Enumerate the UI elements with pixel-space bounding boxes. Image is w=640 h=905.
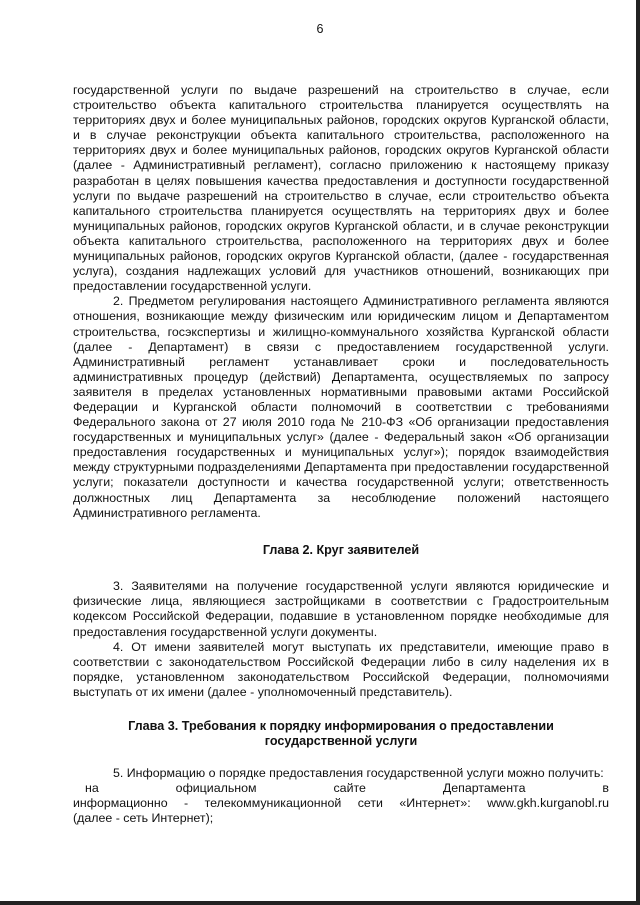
- paragraph-3: 3. Заявителями на получение государственной услуги являются юридические и физические лица, являющиеся застройщиками в соответствии с Градостроительным кодексом Российской Федерации, подавшие в установленном порядке необходимые для предоставления государственной услуги документы.: [73, 579, 609, 639]
- chapter-3-title: [73, 719, 609, 750]
- paragraph-4: 4. От имени заявителей могут выступать их представители, имеющие право в соответствии с законодательством Российской Федерации либо в силу наделения их в порядке, установленном законодательством Российской Федерации, полномочиями выступать от их имени (далее - уполномоченный представитель).: [73, 639, 609, 699]
- paragraph-5-item-line-2: информационно - телекоммуникационной сети «Интернет»: www.gkh.kurganobl.ru: [73, 796, 609, 811]
- paragraph-intro-continuation: государственной услуги по выдаче разрешений на строительство в случае, если строительство объекта капитального строительства планируется осуществлять на территориях двух и более муниципальных районов, городских округов Курганской области, и в случае реконструкции объекта капитального строительства, расположенного на территориях двух и более муниципальных районов, городских округов Курганской области (далее - Административный регламент), согласно приложению к настоящему приказу разработан в целях повышения качества предоставления и доступности государственной услуги по выдаче разрешений на строительство в случае, если строительство объекта капитального строительства планируется осуществлять на территориях двух и более муниципальных районов, городских округов Курганской области, и в случае реконструкции объекта капитального строительства, расположенного на территориях двух и более муниципальных районов, городских округов Курганской области, (далее - государственная услуга), создания надлежащих условий для участников отношений, возникающих при предоставлении государственной услуги.: [73, 83, 609, 294]
- page-number: 6: [316, 22, 324, 36]
- document-body: [73, 83, 609, 826]
- chapter-3-title-line-1: Глава 3. Требования к порядку информирования о предоставлении: [128, 718, 554, 733]
- paragraph-5-item-line-1: на официальном сайте Департамента в: [85, 781, 609, 796]
- paragraph-5: 5. Информацию о порядке предоставления государственной услуги можно получить:: [113, 765, 604, 780]
- paragraph-2: 2. Предметом регулирования настоящего Административного регламента являются отношения, возникающие между физическим или юридическим лицом и Департаментом строительства, госэкспертизы и жилищно-коммунального хозяйства Курганской области (далее - Департамент) в связи с предоставлением государственной услуги. Административный регламент устанавливает сроки и последовательность административных процедур (действий) Департамента, осуществляемых по запросу заявителя в пределах установленных нормативными правовыми актами Российской Федерации и Курганской области полномочий в соответствии с требованиями Федерального закона от 27 июля 2010 года № 210-ФЗ «Об организации предоставления государственных и муниципальных услуг» (далее - Федеральный закон «Об организации предоставления государственных и муниципальных услуг»); порядок взаимодействия между структурными подразделениями Департамента при предоставлении государственной услуги; показатели доступности и качества государственной услуги; ответственность должностных лиц Департамента за несоблюдение положений настоящего Административного регламента.: [73, 294, 609, 520]
- paragraph-5-item-line-3: (далее - сеть Интернет);: [73, 811, 214, 826]
- chapter-2-title: Глава 2. Круг заявителей: [262, 542, 420, 557]
- chapter-3-title-line-2: государственной услуги: [264, 734, 418, 749]
